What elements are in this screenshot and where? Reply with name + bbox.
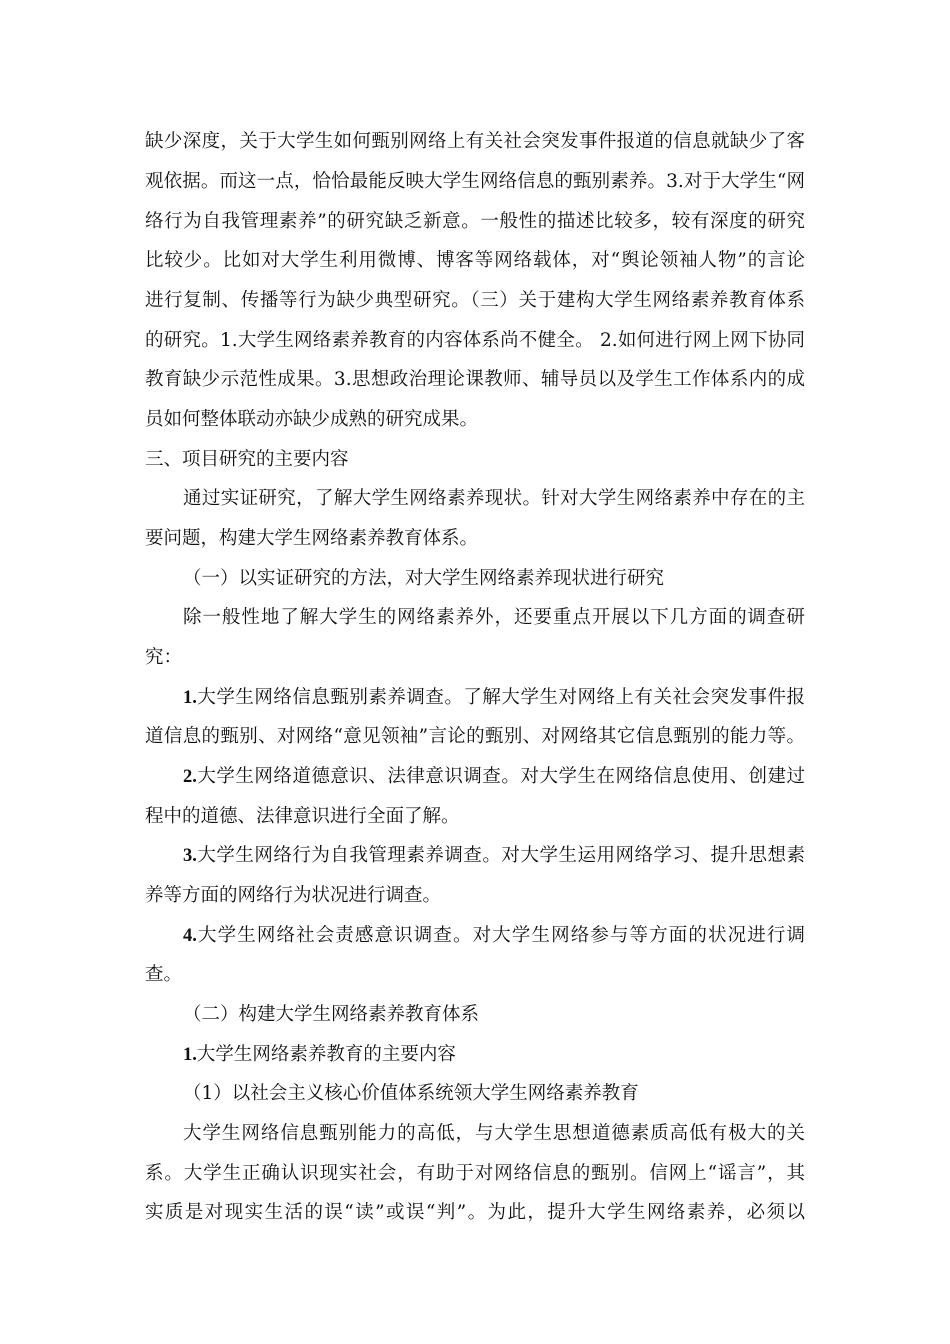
text-line: 除一般性地了解大学生的网络素养外，还要重点开展以下几方面的调查研	[183, 607, 805, 628]
item-number: 2.	[183, 767, 197, 787]
item-text: 大学生网络行为自我管理素养调查。对大学生运用网络学习、提升思想素	[196, 845, 805, 866]
text-line: 比较少。比如对大学生利用微博、博客等网络载体，对“舆论领袖人物”的言论	[145, 250, 805, 271]
text-line: 缺少深度，关于大学生如何甄别网络上有关社会突发事件报道的信息就缺少了客	[145, 131, 805, 152]
subsection-heading: （一）以实证研究的方法，对大学生网络素养现状进行研究	[183, 568, 665, 589]
section-heading: 三、项目研究的主要内容	[145, 449, 349, 470]
text-line: 道信息的甄别、对网络“意见领袖”言论的甄别、对网络其它信息甄别的能力等。	[145, 726, 805, 747]
text-line: 程中的道德、法律意识进行全面了解。	[145, 806, 460, 827]
text-line: 养等方面的网络行为状况进行调查。	[145, 885, 442, 906]
text-line: 员如何整体联动亦缺少成熟的研究成果。	[145, 409, 479, 430]
text-line: 进行复制、传播等行为缺少典型研究。（三）关于建构大学生网络素养教育体系	[145, 290, 805, 311]
item-text: 大学生网络道德意识、法律意识调查。对大学生在网络信息使用、创建过	[196, 766, 805, 787]
text-line: 观依据。而这一点，恰恰最能反映大学生网络信息的甄别素养。3.对于大学生“网	[145, 171, 805, 192]
text-line: 络行为自我管理素养”的研究缺乏新意。一般性的描述比较多，较有深度的研究	[145, 211, 805, 232]
text-line: 实质是对现实生活的误“读”或误“判”。为此，提升大学生网络素养，必须以	[145, 1202, 805, 1223]
numbered-item	[183, 924, 805, 948]
text-line: 究：	[145, 647, 183, 668]
item-number: 1.	[183, 688, 197, 708]
text-line: 通过实证研究，了解大学生网络素养现状。针对大学生网络素养中存在的主	[183, 488, 805, 509]
text-line: 教育缺少示范性成果。3.思想政治理论课教师、辅导员以及学生工作体系内的成	[145, 369, 805, 390]
text-line: 查。	[145, 964, 183, 985]
item-text: 大学生网络素养教育的主要内容	[196, 1044, 456, 1065]
numbered-item	[183, 1043, 950, 1067]
text-line: 系。大学生正确认识现实社会，有助于对网络信息的甄别。信网上“谣言”，其	[145, 1163, 805, 1184]
text-line: 的研究。1.大学生网络素养教育的内容体系尚不健全。 2.如何进行网上网下协同	[145, 330, 805, 351]
item-number: 3.	[183, 846, 197, 866]
item-number: 1.	[183, 1045, 197, 1065]
subsection-heading: （二）构建大学生网络素养教育体系	[183, 1004, 480, 1025]
item-text: 大学生网络信息甄别素养调查。了解大学生对网络上有关社会突发事件报	[196, 687, 805, 708]
text-line: 大学生网络信息甄别能力的高低，与大学生思想道德素质高低有极大的关	[183, 1123, 805, 1144]
numbered-item	[183, 844, 805, 868]
numbered-item	[183, 765, 805, 789]
item-text: 大学生网络社会责感意识调查。对大学生网络参与等方面的状况进行调	[196, 925, 805, 946]
text-line: 要问题，构建大学生网络素养教育体系。	[145, 528, 479, 549]
numbered-item	[183, 686, 805, 710]
item-number: 4.	[183, 926, 197, 946]
subitem-heading: （1）以社会主义核心价值体系统领大学生网络素养教育	[183, 1083, 639, 1104]
